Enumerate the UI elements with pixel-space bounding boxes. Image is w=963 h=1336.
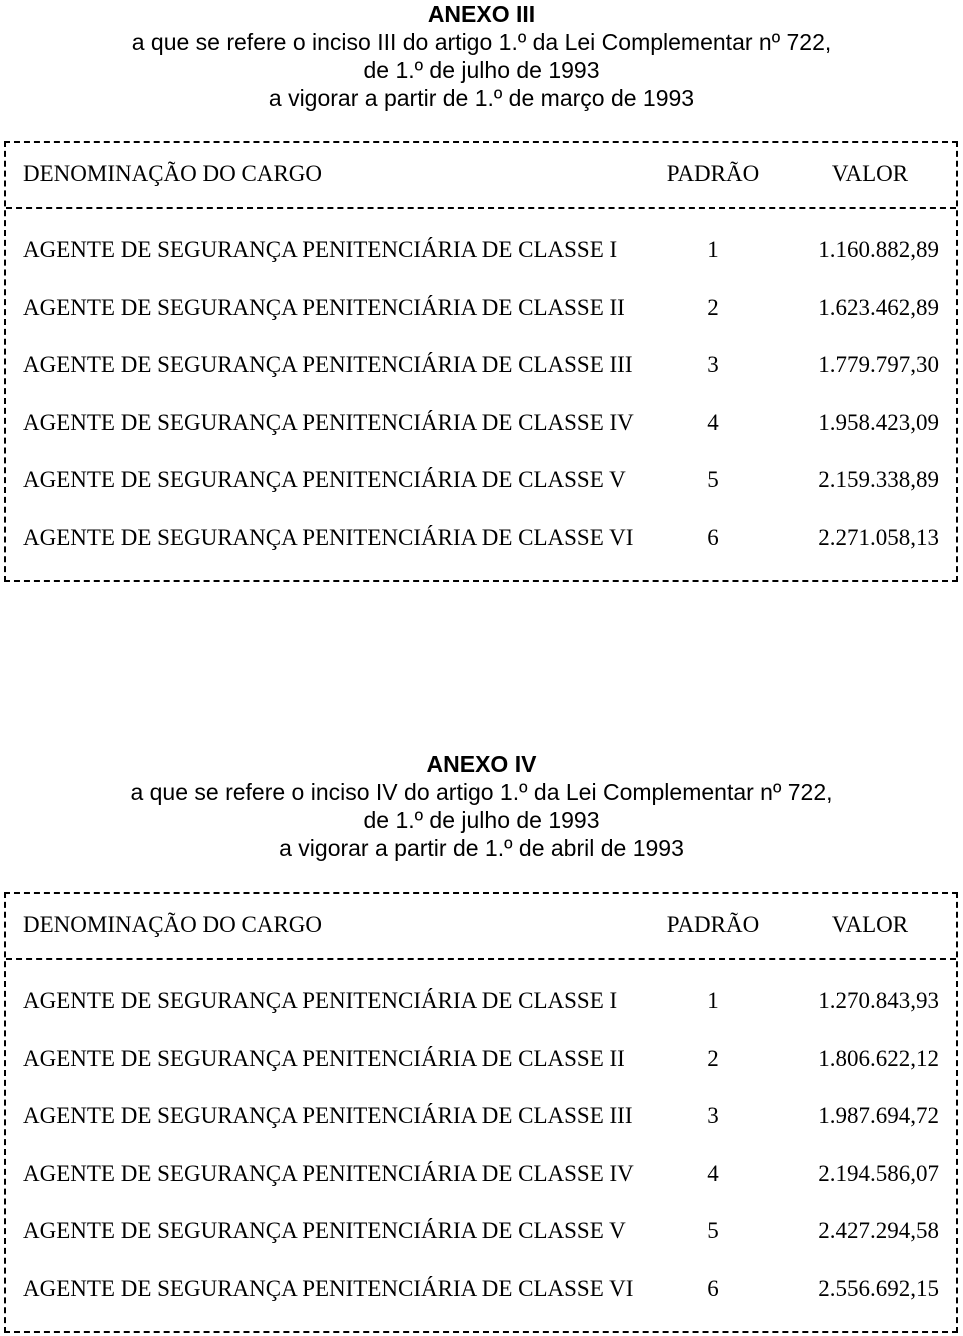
cargo-cell: AGENTE DE SEGURANÇA PENITENCIÁRIA DE CLASSE I: [23, 237, 618, 262]
annex-subtitle-line: de 1.º de julho de 1993: [363, 57, 600, 83]
valor-cell: 2.427.294,58: [818, 1218, 939, 1243]
table-header: [6, 894, 956, 960]
column-header-padrao: PADRÃO: [666, 912, 760, 937]
cargo-cell: AGENTE DE SEGURANÇA PENITENCIÁRIA DE CLASSE VI: [23, 1275, 634, 1301]
padrao-cell: 4: [707, 409, 719, 435]
valor-cell: 1.779.797,30: [818, 352, 939, 377]
table-row: [6, 1046, 956, 1104]
cargo-cell: AGENTE DE SEGURANÇA PENITENCIÁRIA DE CLASSE I: [23, 988, 618, 1013]
cargo-cell: AGENTE DE SEGURANÇA PENITENCIÁRIA DE CLASSE II: [23, 1045, 625, 1071]
valor-cell: 1.958.423,09: [818, 409, 939, 435]
cargo-cell: AGENTE DE SEGURANÇA PENITENCIÁRIA DE CLASSE IV: [23, 409, 634, 435]
padrao-cell: 2: [707, 1045, 719, 1071]
column-header-padrao: PADRÃO: [666, 161, 760, 186]
annex-header: [0, 0, 963, 112]
annex-subtitle-line: a que se refere o inciso III do artigo 1.º da Lei Complementar nº 722,: [131, 29, 832, 55]
padrao-cell: 2: [707, 294, 719, 320]
padrao-cell: 3: [707, 352, 719, 377]
cargo-cell: AGENTE DE SEGURANÇA PENITENCIÁRIA DE CLASSE VI: [23, 524, 634, 550]
column-header-valor: VALOR: [831, 161, 909, 186]
table-body: [6, 960, 956, 1333]
padrao-cell: 1: [707, 988, 719, 1013]
table-row: [6, 352, 956, 410]
table-row: [6, 1161, 956, 1219]
valor-cell: 1.160.882,89: [818, 237, 939, 262]
cargo-cell: AGENTE DE SEGURANÇA PENITENCIÁRIA DE CLASSE III: [23, 1103, 633, 1128]
annex-title: ANEXO IV: [426, 751, 537, 777]
valor-cell: 2.159.338,89: [818, 467, 939, 492]
table-row: [6, 237, 956, 295]
padrao-cell: 1: [707, 237, 719, 262]
padrao-cell: 6: [707, 524, 719, 550]
annex-subtitle-line: a que se refere o inciso IV do artigo 1.º da Lei Complementar nº 722,: [130, 779, 833, 805]
cargo-cell: AGENTE DE SEGURANÇA PENITENCIÁRIA DE CLASSE V: [23, 1218, 626, 1243]
annex-subtitle-line: de 1.º de julho de 1993: [363, 807, 600, 833]
valor-cell: 1.987.694,72: [818, 1103, 939, 1128]
annex-header: [0, 750, 963, 862]
cargo-cell: AGENTE DE SEGURANÇA PENITENCIÁRIA DE CLASSE IV: [23, 1160, 634, 1186]
padrao-cell: 5: [707, 467, 719, 492]
column-header-cargo: DENOMINAÇÃO DO CARGO: [23, 161, 322, 186]
table-row: [6, 410, 956, 468]
table-row: [6, 1218, 956, 1276]
table-row: [6, 467, 956, 525]
table-body: [6, 209, 956, 582]
valor-cell: 1.270.843,93: [818, 988, 939, 1013]
valor-cell: 1.623.462,89: [818, 294, 939, 320]
table-row: [6, 295, 956, 353]
padrao-cell: 6: [707, 1275, 719, 1301]
table-row: [6, 525, 956, 583]
cargo-cell: AGENTE DE SEGURANÇA PENITENCIÁRIA DE CLASSE V: [23, 467, 626, 492]
annex-title: ANEXO III: [427, 1, 536, 27]
padrao-cell: 3: [707, 1103, 719, 1128]
annex-iii: [0, 0, 963, 550]
annex-subtitle-line: a vigorar a partir de 1.º de abril de 1993: [279, 835, 684, 861]
column-header-cargo: DENOMINAÇÃO DO CARGO: [23, 912, 322, 937]
padrao-cell: 4: [707, 1160, 719, 1186]
annex-iv: [0, 750, 963, 1301]
salary-table: [4, 141, 958, 582]
annex-subtitle-line: a vigorar a partir de 1.º de março de 1993: [268, 85, 695, 111]
valor-cell: 2.556.692,15: [818, 1275, 939, 1301]
table-header: [6, 143, 956, 209]
padrao-cell: 5: [707, 1218, 719, 1243]
valor-cell: 2.271.058,13: [818, 524, 939, 550]
table-row: [6, 988, 956, 1046]
table-row: [6, 1276, 956, 1334]
valor-cell: 2.194.586,07: [818, 1160, 939, 1186]
cargo-cell: AGENTE DE SEGURANÇA PENITENCIÁRIA DE CLASSE III: [23, 352, 633, 377]
column-header-valor: VALOR: [831, 912, 909, 937]
salary-table: [4, 892, 958, 1333]
table-row: [6, 1103, 956, 1161]
cargo-cell: AGENTE DE SEGURANÇA PENITENCIÁRIA DE CLASSE II: [23, 294, 625, 320]
valor-cell: 1.806.622,12: [818, 1045, 939, 1071]
